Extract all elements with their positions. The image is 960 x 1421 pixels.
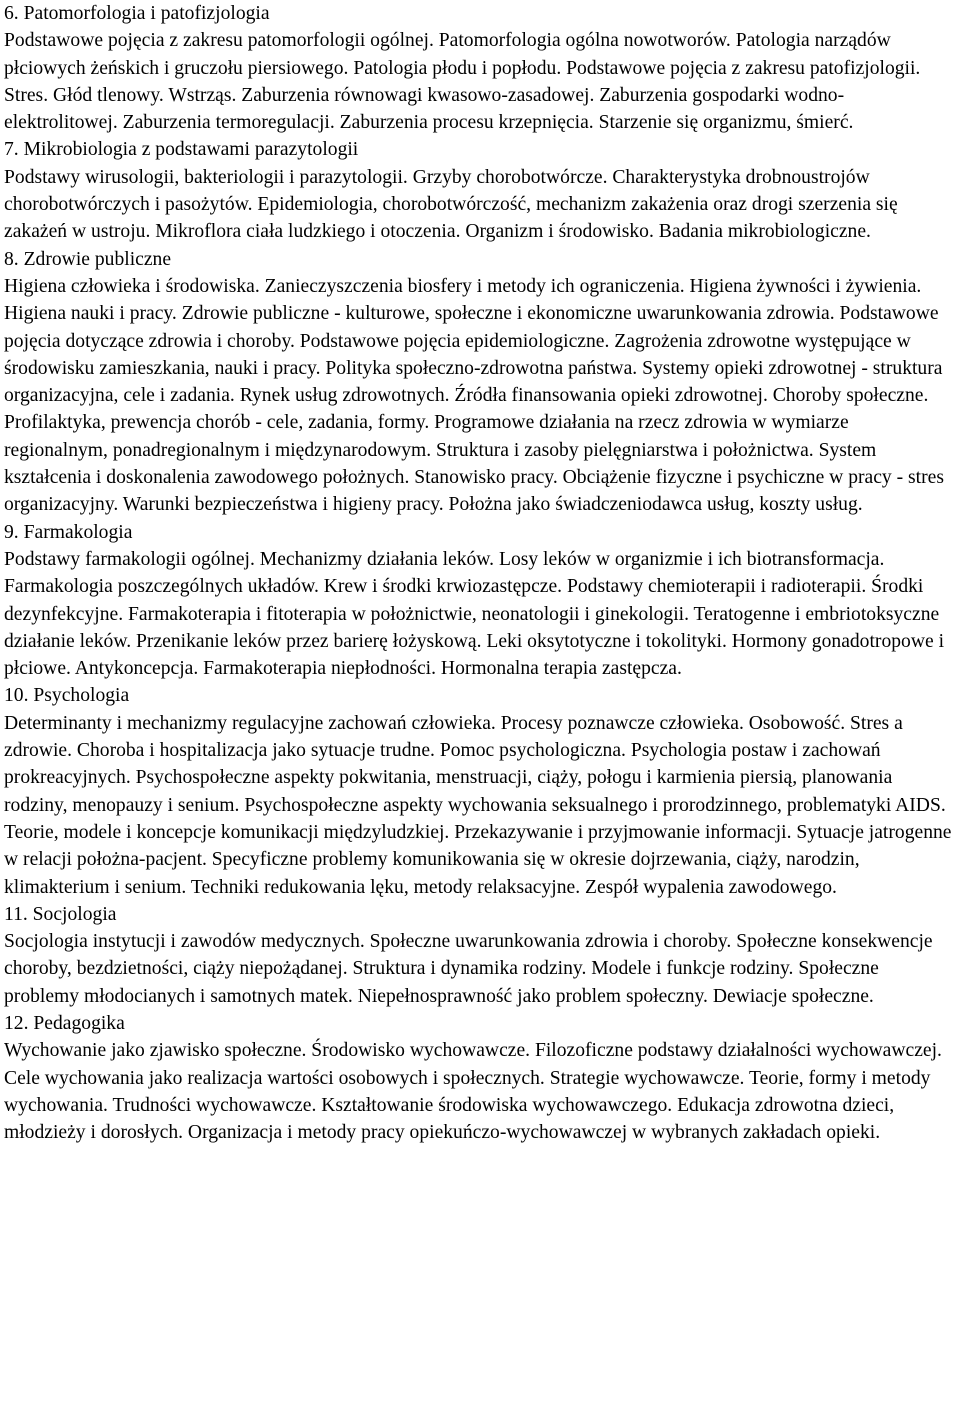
section-heading: 10. Psychologia xyxy=(4,685,130,707)
section-10 xyxy=(4,682,956,900)
section-heading: 7. Mikrobiologia z podstawami parazytologii xyxy=(4,139,359,161)
section-7 xyxy=(4,136,956,245)
section-heading: 6. Patomorfologia i patofizjologia xyxy=(4,3,270,24)
section-body: Podstawowe pojęcia z zakresu patomorfologii ogólnej. Patomorfologia ogólna nowotworów. Patologia narządów płciowych żeńskich i gruczołu piersiowego. Patologia płodu i popłodu. Podstawowe pojęcia z zakresu patofizjologii. Stres. Głód tlenowy. Wstrząs. Zaburzenia równowagi kwasowo-zasadowej. Zaburzenia gospodarki wodno-elektrolitowej. Zaburzenia termoregulacji. Zaburzenia procesu krzepnięcia. Starzenie się organizmu, śmierć. xyxy=(4,30,921,134)
section-heading: 12. Pedagogika xyxy=(4,1012,125,1034)
section-body: Podstawy wirusologii, bakteriologii i parazytologii. Grzyby chorobotwórcze. Charakterystyka drobnoustrojów chorobotwórczych i pasożytów. Epidemiologia, chorobotwórczość, mechanizm zakażenia oraz drogi szerzenia się zakażeń w ustroju. Mikroflora ciała ludzkiego i otoczenia. Organizm i środowisko. Badania mikrobiologiczne. xyxy=(4,166,898,243)
section-body: Socjologia instytucji i zawodów medycznych. Społeczne uwarunkowania zdrowia i choroby. Społeczne konsekwencje choroby, bezdzietności, ciąży niepożądanej. Struktura i dynamika rodziny. Modele i funkcje rodziny. Społeczne problemy młodocianych i samotnych matek. Niepełnosprawność jako problem społeczny. Dewiacje społeczne. xyxy=(4,931,933,1007)
section-body: Wychowanie jako zjawisko społeczne. Środowisko wychowawcze. Filozoficzne podstawy działalności wychowawczej. Cele wychowania jako realizacja wartości osobowych i społecznych. Strategie wychowawcze. Teorie, formy i metody wychowania. Trudności wychowawcze. Kształtowanie środowiska wychowawczego. Edukacja zdrowotna dzieci, młodzieży i dorosłych. Organizacja i metody pracy opiekuńczo-wychowawczej w wybranych zakładach opieki. xyxy=(4,1040,942,1144)
section-heading: 9. Farmakologia xyxy=(4,521,133,543)
section-heading: 11. Socjologia xyxy=(4,903,117,925)
section-heading: 8. Zdrowie publiczne xyxy=(4,248,172,270)
section-11 xyxy=(4,901,956,1010)
section-6 xyxy=(4,0,956,136)
section-body: Determinanty i mechanizmy regulacyjne zachowań człowieka. Procesy poznawcze człowieka. Osobowość. Stres a zdrowie. Choroba i hospitalizacja jako sytuacje trudne. Pomoc psychologiczna. Psychologia postaw i zachowań prokreacyjnych. Psychospołeczne aspekty pokwitania, menstruacji, ciąży, połogu i karmienia piersią, planowania rodziny, menopauzy i senium. Psychospołeczne aspekty wychowania seksualnego i prorodzinnego, problematyki AIDS. Teorie, modele i koncepcje komunikacji międzyludzkiej. Przekazywanie i przyjmowanie informacji. Sytuacje jatrogenne w relacji położna-pacjent. Specyficzne problemy komunikowania się w okresie dojrzewania, ciąży, narodzin, klimakterium i senium. Techniki redukowania lęku, metody relaksacyjne. Zespół wypalenia zawodowego. xyxy=(4,712,952,898)
section-body: Higiena człowieka i środowiska. Zanieczyszczenia biosfery i metody ich ograniczenia. Higiena żywności i żywienia. Higiena nauki i pracy. Zdrowie publiczne - kulturowe, społeczne i ekonomiczne uwarunkowania zdrowia. Podstawowe pojęcia dotyczące zdrowia i choroby. Podstawowe pojęcia epidemiologiczne. Zagrożenia zdrowotne występujące w środowisku zamieszkania, nauki i pracy. Polityka społeczno-zdrowotna państwa. Systemy opieki zdrowotnej - struktura organizacyjna, cele i zadania. Rynek usług zdrowotnych. Źródła finansowania opieki zdrowotnej. Choroby społeczne. Profilaktyka, prewencja chorób - cele, zadania, formy. Programowe działania na rzecz zdrowia w wymiarze regionalnym, ponadregionalnym i międzynarodowym. Struktura i zasoby pielęgniarstwa i położnictwa. System kształcenia i doskonalenia zawodowego położnych. Stanowisko pracy. Obciążenie fizyczne i psychiczne w pracy - stres organizacyjny. Warunki bezpieczeństwa i higieny pracy. Położna jako świadczeniodawca usług, koszty usług. xyxy=(4,275,944,516)
section-9 xyxy=(4,519,956,683)
section-body: Podstawy farmakologii ogólnej. Mechanizmy działania leków. Losy leków w organizmie i ich biotransformacja. Farmakologia poszczególnych układów. Krew i środki krwiozastępcze. Podstawy chemioterapii i radioterapii. Środki dezynfekcyjne. Farmakoterapia i fitoterapia w położnictwie, neonatologii i ginekologii. Teratogenne i embriotoksyczne działanie leków. Przenikanie leków przez barierę łożyskową. Leki oksytotyczne i tokolityki. Hormony gonadotropowe i płciowe. Antykoncepcja. Farmakoterapia niepłodności. Hormonalna terapia zastępcza. xyxy=(4,548,945,680)
section-8 xyxy=(4,246,956,519)
section-12 xyxy=(4,1010,956,1146)
